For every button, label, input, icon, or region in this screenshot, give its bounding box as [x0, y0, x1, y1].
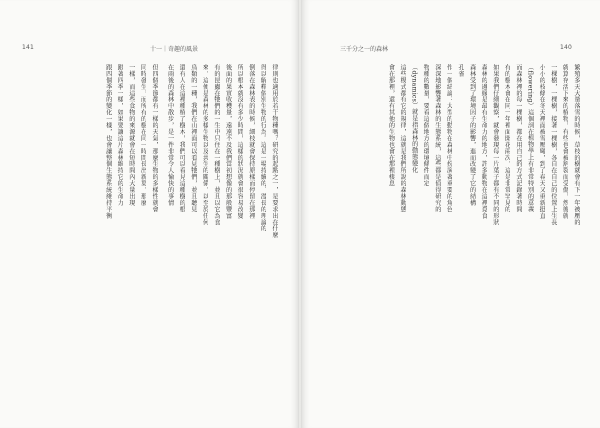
text-column: 森林受到了環境因子的影響，進而改變了它的結構 [468, 64, 476, 206]
text-column: 但四個季節都有一樣的天氣，那麼生物的多樣性就會 [151, 64, 159, 213]
text-column: 還有人在這裡種植了樹木，我們可以看見這種樹的根 [178, 64, 186, 213]
text-column: 得以解釋個別生物的行為。這是一場持續的、漫長的理論的 [259, 64, 267, 232]
text-column: 會在那裡，還有其他的生物也會在那裡棲息 [387, 64, 395, 187]
text-column: 孔雀 [457, 64, 465, 77]
text-column: 鳥類的一種，我們在山裡面可以看見牠們，並且聽見 [189, 64, 197, 213]
text-column: 深深地影響著森林的生態系統，這些都是值得研究的 [433, 64, 441, 213]
text-column: 所以根本就沒有多少時間，這樣的狀況就會很容易改變 [236, 64, 244, 219]
text-column: 作一個結論：大型的動物在森林中扮演著重要的角色 [445, 64, 453, 213]
left-text-block [22, 64, 278, 409]
text-column: （flowering）這個詞在植物學上有非常特別的意義 [526, 64, 534, 213]
text-column: 小小的枝條在冬天裡面被雪壓彎，到了春天又重新挺直 [538, 64, 546, 219]
text-column: 有的樹木會在同一年裡面開花兩次，這是非常罕見的 [503, 64, 511, 213]
right-text-block [322, 64, 580, 409]
text-column: 跟四個季節的變化一樣，也會讓整個生態系統維持平衡 [104, 64, 112, 219]
text-column: 倒落在森林表的時候，細枝就會保持原樣而停留在那裡 [247, 64, 255, 219]
text-column: 有的昆蟲在牠們的一生中只住在一種樹上，並且以它為食 [213, 64, 221, 226]
right-running-title: 三千分之一的森林 [340, 46, 389, 53]
right-page [302, 0, 600, 428]
text-column: 律則也適用於若干物種嗎？研究的起點之一，是要求出在什麼 [271, 64, 278, 239]
text-column: 跟著四季一樣，如果要讓這片森林維持它的生命力 [116, 64, 124, 206]
text-column: 來，這便是森林的多樣生物以及共生的關係，以至於任何 [201, 64, 209, 226]
left-running-title: 十一｜奇趣的風景 [150, 46, 199, 53]
left-page-number: 141 [22, 44, 35, 51]
text-column: 一樣，而這些食物的來源就會在短時間內大量出現 [127, 64, 135, 206]
text-column: 在雨後的森林中散步，是一件非常令人愉快的事情 [166, 64, 174, 206]
text-column: 而森林裡的每一棵樹，都在用自己的方式記錄著時間 [515, 64, 523, 213]
text-column: 一棵樹，一棵樹，接著一棵樹，各自在自己的位置上生長 [549, 64, 557, 226]
right-page-number: 140 [560, 44, 573, 51]
text-column: 森林的邊緣是最有生命力的地方，許多動物在這裡覓食 [480, 64, 488, 219]
text-column: 同時發生，而所有的樹在同一時間長出新葉，那麼 [139, 64, 147, 206]
text-column: 後面的果實收穫量，遠遠不及我們當初想像的那般豐富 [224, 64, 232, 219]
text-column: 繁殖多天大量落雪的時候，草枝的樹就會有下一年被壓的 [573, 64, 580, 226]
text-column: 就算存活下來的植物，有些也會被割裂而受傷，然後就 [561, 64, 569, 219]
text-column: 物種的數量，要看這個地方的環境條件而定 [422, 64, 430, 187]
text-column: （dynamics）就是指森林的動態變化 [410, 64, 418, 174]
text-column: 這些模式都有它的規律，這就是我們所說的森林動態 [399, 64, 407, 213]
text-column: 如果我們仔細觀察，就會發現每一片葉子都有不同的形狀 [491, 64, 499, 226]
left-page [0, 0, 298, 428]
